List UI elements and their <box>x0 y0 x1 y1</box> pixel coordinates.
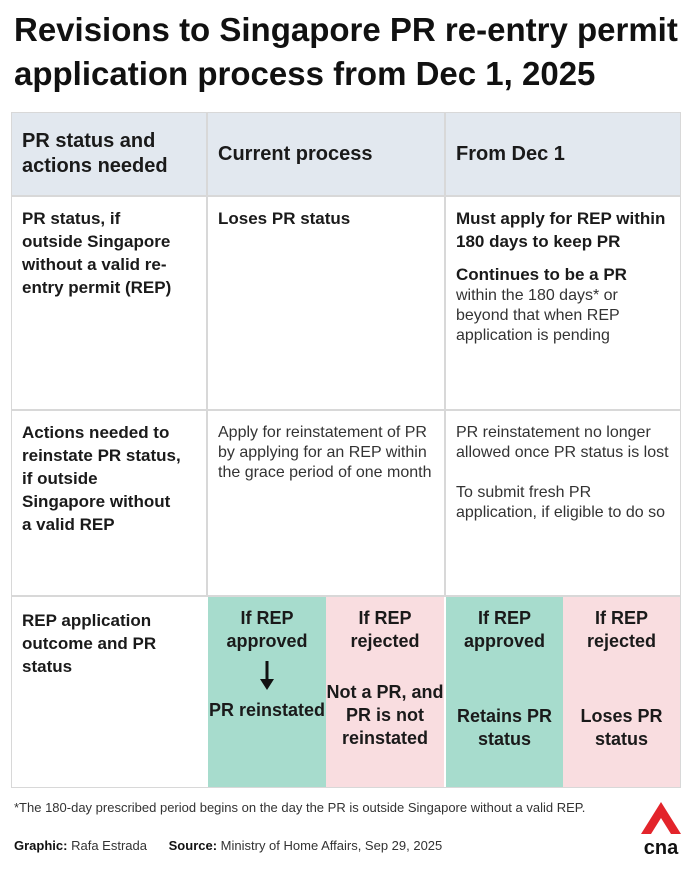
source-label: Source: <box>168 838 218 853</box>
new-approved-result: Retains PR status <box>456 706 553 749</box>
row1-current: Loses PR status <box>218 209 351 228</box>
row1-new-detail: within the 180 days* or beyond that when REP application is pending <box>456 287 620 344</box>
new-approved-heading: If REP approved <box>463 608 546 651</box>
row2-from-dec-1 <box>446 413 680 533</box>
new-rejected-heading: If REP rejected <box>586 608 657 651</box>
column-divider <box>206 113 208 597</box>
source-credit: Ministry of Home Affairs, Sep 29, 2025 <box>220 838 443 853</box>
row1-from-dec-1 <box>446 197 680 356</box>
current-approved-result: PR reinstated <box>208 700 326 720</box>
current-approved-cell <box>208 597 326 787</box>
arrow-down-icon <box>260 661 274 691</box>
current-approved-heading: If REP approved <box>226 608 308 651</box>
logo-text: cna <box>643 837 679 858</box>
graphic-credit: Rafa Estrada <box>71 838 147 853</box>
row2-new-text-1: PR reinstatement no longer allowed once PR status is lost <box>456 424 669 461</box>
cna-logo <box>637 800 685 858</box>
row1-new-status: Continues to be a PR <box>456 265 627 284</box>
row1-label: PR status, if outside Singapore without a valid re-entry permit (REP) <box>22 209 172 297</box>
new-rejected-cell <box>563 597 680 787</box>
current-rejected-cell <box>326 597 444 787</box>
comparison-table <box>11 112 681 788</box>
row3-label: REP application outcome and PR status <box>22 611 157 676</box>
row2-current: Apply for reinstatement of PR by applying for an REP within the grace period of one month <box>218 424 432 481</box>
row1-new-requirement: Must apply for REP within 180 days to keep PR <box>456 209 666 251</box>
new-approved-cell <box>446 597 563 787</box>
row2-new-text-2: To submit fresh PR application, if eligible to do so <box>456 484 666 521</box>
header-current-process: Current process <box>208 113 444 195</box>
page-title: Revisions to Singapore PR re-entry permit application process from Dec 1, 2025 <box>14 11 678 92</box>
footnote: *The 180-day prescribed period begins on the day the PR is outside Singapore without a valid REP. <box>14 800 586 815</box>
row2-label: Actions needed to reinstate PR status, if outside Singapore without a valid REP <box>22 423 181 534</box>
graphic-label: Graphic: <box>14 838 68 853</box>
credits <box>14 838 442 853</box>
current-rejected-heading: If REP rejected <box>350 608 420 651</box>
header-status-actions: PR status and actions needed <box>12 113 206 195</box>
header-from-dec-1: From Dec 1 <box>446 113 680 195</box>
current-rejected-result: Not a PR, and PR is not reinstated <box>326 682 444 748</box>
new-rejected-result: Loses PR status <box>580 706 663 749</box>
